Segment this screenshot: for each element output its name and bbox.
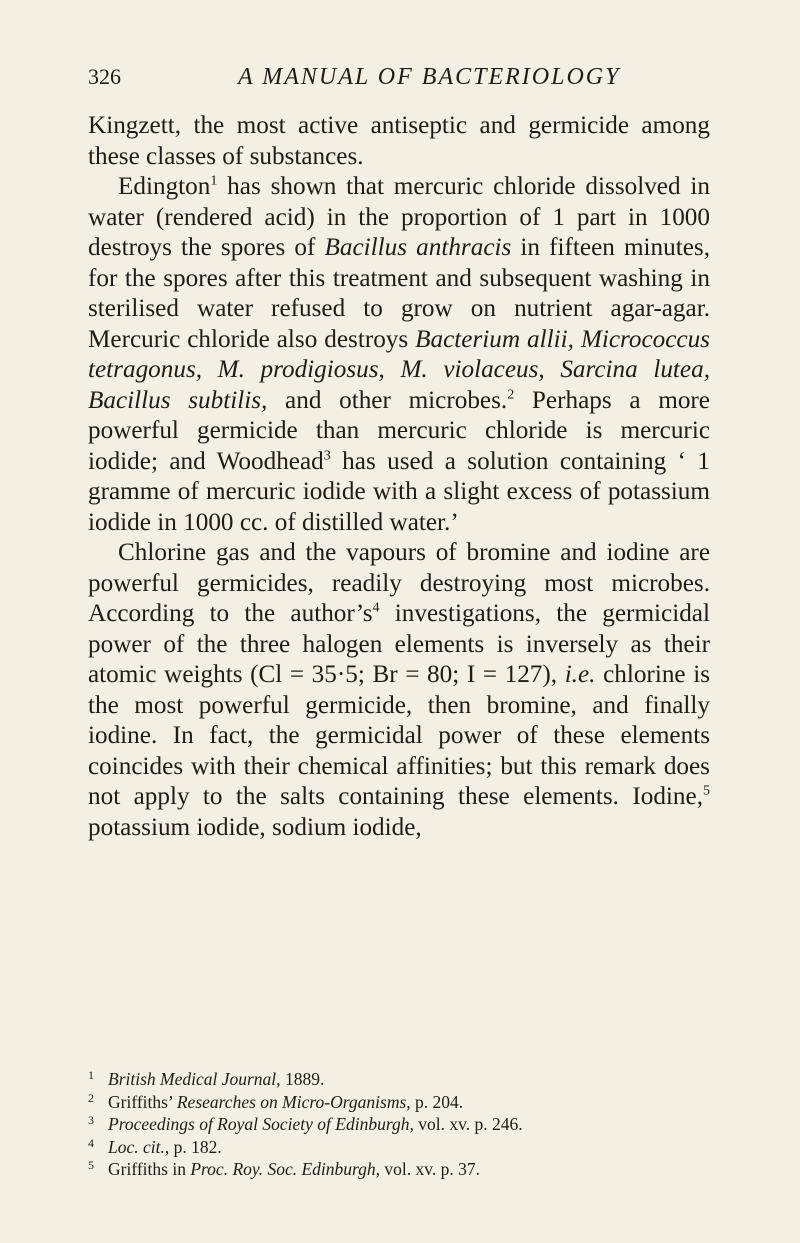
body-text — [88, 111, 710, 843]
italic-text: Proc. Roy. Soc. Edinburgh, — [190, 1159, 381, 1179]
italic-text: i.e. — [564, 661, 596, 688]
footnote-mark: 5 — [88, 1158, 94, 1172]
italic-text: Loc. cit., — [108, 1136, 170, 1157]
text-run: chlorine is the most powerful germicide, then bromine, and finally iodine. In fact, the germicidal power of these elements coincides with their chemical affinities; but this remark does not apply to the salts containing these elements. Iodine, — [88, 661, 710, 810]
footnote-reference: 4 — [372, 600, 380, 616]
footnote — [88, 1158, 710, 1181]
page-number: 326 — [88, 64, 121, 89]
footnote-reference: 1 — [210, 173, 218, 189]
paragraph — [88, 172, 710, 538]
text-run: and other microbes. — [267, 386, 508, 414]
italic-text: Bacterium allii, Micrococcus tetragonus, M. prodigiosus, M. violaceus, Sarcina lutea, Bacillus subtilis, — [88, 325, 710, 414]
text-run: p. 182. — [169, 1136, 222, 1157]
footnote-mark: 3 — [88, 1113, 94, 1127]
text-run: vol. xv. p. 246. — [413, 1114, 523, 1134]
text-run: Perhaps a more powerful germicide than mercuric chloride is mercuric iodide; and Woodhead — [88, 386, 710, 475]
text-run: Griffiths’ — [108, 1091, 177, 1112]
italic-text: Bacillus anthracis — [324, 234, 512, 261]
italic-text: Proceedings of Royal Society of Edinburgh, — [108, 1114, 414, 1134]
text-run: Kingzett, the most active antiseptic and germicide among these classes of substances. — [88, 112, 710, 170]
paragraph — [88, 111, 710, 172]
text-run: Griffiths in — [108, 1159, 191, 1179]
text-run: Chlorine gas and the vapours of bromine and iodine are powerful germicides, readily destroying most microbes. According to the author’s — [88, 539, 710, 627]
text-run: 1889. — [280, 1069, 325, 1089]
paragraph — [88, 538, 710, 843]
footnote — [88, 1136, 710, 1159]
italic-text: Researches on Micro-Organisms, — [176, 1091, 411, 1112]
text-run: p. 204. — [410, 1091, 464, 1112]
footnote-reference: 3 — [323, 448, 331, 464]
footnote — [88, 1113, 710, 1136]
footnote-reference: 5 — [703, 783, 710, 799]
text-run: potassium iodide, sodium iodide, — [88, 813, 422, 841]
footnotes — [88, 1068, 710, 1181]
footnote-reference: 2 — [507, 387, 515, 403]
footnote — [88, 1068, 710, 1091]
italic-text: British Medical Journal, — [108, 1069, 281, 1089]
page-header — [88, 64, 728, 100]
footnote-mark: 1 — [88, 1068, 94, 1082]
text-run: has shown that mercuric chloride dissolved in water (rendered acid) in the proportion of 1 part in 1000 destroys the spores of — [88, 173, 710, 261]
text-run: in fifteen minutes, for the spores after this treatment and subsequent washing in sterilised water refused to grow on nutrient agar-agar. Mercuric chloride also destroys — [88, 234, 711, 353]
text-run: investigations, the germicidal power of the three halogen elements is inversely as their atomic weights (Cl = 35·5; Br = 80; I = 127), — [88, 600, 710, 688]
footnote-mark: 4 — [88, 1135, 94, 1150]
text-run: vol. xv. p. 37. — [380, 1159, 481, 1179]
text-run: Edington — [118, 173, 211, 200]
footnote — [88, 1091, 710, 1114]
text-run: has used a solution containing ‘ 1 gramme of mercuric iodide with a slight excess of potassium iodide in 1000 cc. of distilled water.’ — [88, 447, 710, 536]
running-title: A MANUAL OF BACTERIOLOGY — [238, 64, 621, 90]
footnote-mark: 2 — [88, 1090, 94, 1105]
